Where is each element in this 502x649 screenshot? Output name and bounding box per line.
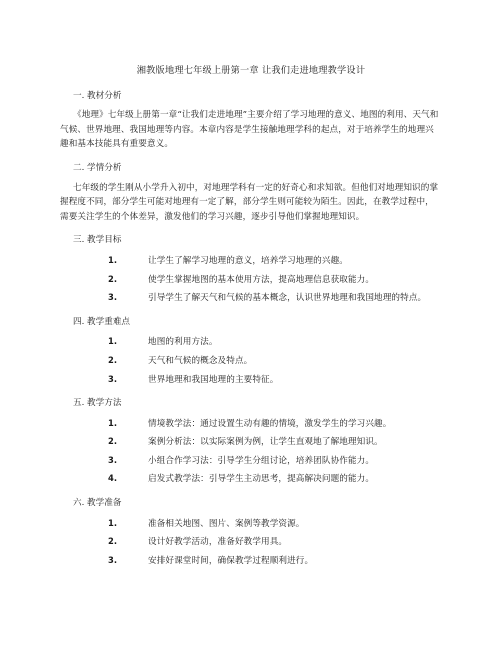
key-points-list [60, 334, 442, 387]
list-item-text: 天气和气候的概念及特点。 [148, 355, 253, 366]
list-item-number: 2. [108, 354, 118, 365]
list-item-text: 地图的利用方法。 [148, 337, 218, 348]
list-item-text: 使学生掌握地图的基本使用方法，提高地理信息获取能力。 [148, 274, 375, 285]
list-item [60, 471, 442, 487]
section-heading: 四. 教学重难点 [73, 316, 131, 327]
list-item [60, 290, 442, 306]
section-paragraph: 《地理》七年级上册第一章“让我们走进地理”主要介绍了学习地理的意义、地图的利用、天气和气候、世界地理、我国地理等内容。本章内容是学生接触地理学科的起点，对于培养学生的地理兴趣和基本技能具有重要意义。 [60, 110, 439, 150]
list-item-number: 1. [108, 417, 118, 428]
list-item-text: 设计好教学活动，准备好教学用具。 [148, 537, 288, 548]
list-item [60, 272, 442, 288]
section-key-points [60, 315, 442, 387]
list-item-number: 2. [108, 273, 118, 284]
list-item-number: 3. [108, 292, 118, 303]
section-paragraph: 七年级的学生刚从小学升入初中，对地理学科有一定的好奇心和求知欲。但他们对地理知识的掌握程度不同，部分学生可能对地理有一定了解，部分学生则可能较为陌生。因此，在教学过程中，需要关注学生的个体差异，激发他们的学习兴趣，逐步引导他们掌握地理知识。 [60, 182, 439, 222]
list-item-text: 准备相关地图、图片、案例等教学资源。 [148, 518, 305, 529]
list-item [60, 334, 442, 350]
list-item-text: 情境教学法：通过设置生动有趣的情境，激发学生的学习兴趣。 [148, 418, 392, 429]
section-teaching-preparation [60, 496, 442, 568]
list-item [60, 434, 442, 450]
list-item-text: 小组合作学习法：引导学生分组讨论，培养团队协作能力。 [148, 455, 375, 466]
section-learner-analysis [60, 161, 442, 224]
list-item [60, 416, 442, 432]
section-heading: 一. 教材分析 [73, 90, 122, 101]
list-item-number: 1. [108, 336, 118, 347]
list-item-number: 4. [108, 473, 118, 484]
list-item-number: 2. [108, 536, 118, 547]
list-item [60, 353, 442, 369]
list-item [60, 372, 442, 388]
list-item [60, 453, 442, 469]
goals-list [60, 253, 442, 306]
list-item-number: 2. [108, 436, 118, 447]
list-item-number: 1. [108, 517, 118, 528]
document-title: 湘教版地理七年级上册第一章 让我们走进地理教学设计 [136, 65, 366, 76]
section-teaching-methods [60, 396, 442, 487]
list-item-text: 引导学生了解天气和气候的基本概念，认识世界地理和我国地理的特点。 [148, 293, 427, 304]
list-item-text: 世界地理和我国地理的主要特征。 [148, 374, 279, 385]
methods-list [60, 416, 442, 487]
section-textbook-analysis [60, 89, 442, 152]
list-item [60, 516, 442, 532]
list-item-text: 让学生了解学习地理的意义，培养学习地理的兴趣。 [148, 255, 348, 266]
list-item [60, 553, 442, 569]
list-item-number: 3. [108, 373, 118, 384]
list-item-number: 1. [108, 254, 118, 265]
list-item-number: 3. [108, 454, 118, 465]
list-item-text: 安排好课堂时间，确保教学过程顺利进行。 [148, 555, 314, 566]
list-item-text: 案例分析法：以实际案例为例，让学生直观地了解地理知识。 [148, 437, 383, 448]
section-heading: 六. 教学准备 [73, 498, 122, 509]
section-heading: 三. 教学目标 [73, 235, 122, 246]
list-item-text: 启发式教学法：引导学生主动思考，提高解决问题的能力。 [148, 474, 375, 485]
section-teaching-goals [60, 233, 442, 305]
list-item-number: 3. [108, 554, 118, 565]
list-item [60, 534, 442, 550]
list-item [60, 253, 442, 269]
preparation-list [60, 516, 442, 569]
section-heading: 二. 学情分析 [73, 162, 122, 173]
section-heading: 五. 教学方法 [73, 398, 122, 409]
